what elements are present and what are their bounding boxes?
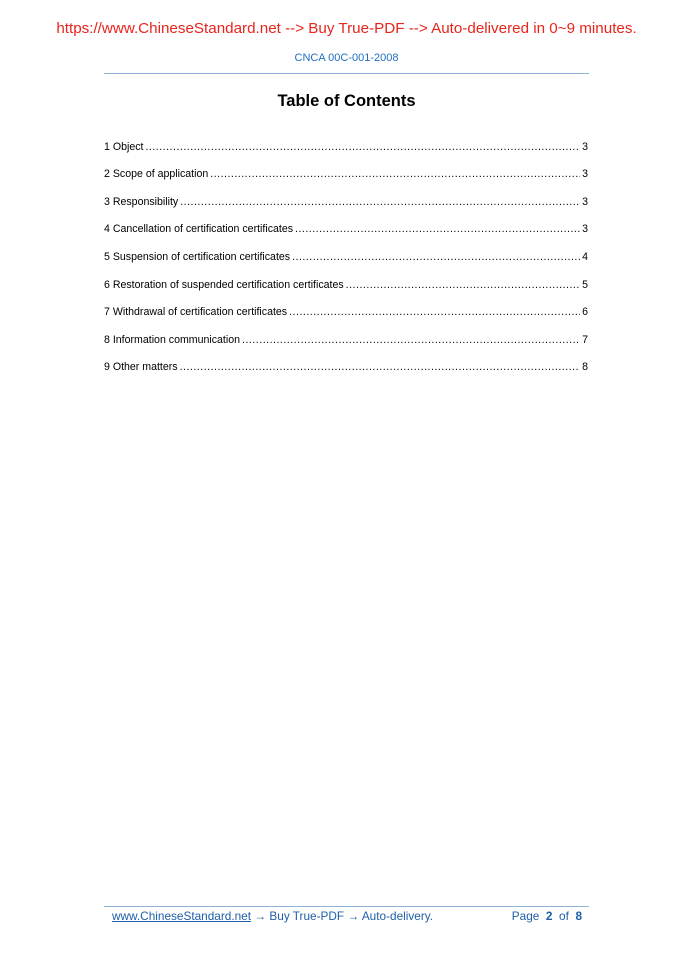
toc-dot-leader [295, 223, 580, 235]
toc-entry[interactable] [104, 346, 588, 374]
toc-dot-leader [210, 168, 580, 180]
top-banner[interactable]: https://www.ChineseStandard.net --> Buy True-PDF --> Auto-delivered in 0~9 minutes. [56, 20, 637, 37]
toc-list [104, 125, 588, 373]
toc-entry[interactable] [104, 263, 588, 291]
document-code: CNCA 00C-001-2008 [294, 52, 399, 64]
toc-entry-page: 8 [582, 361, 588, 374]
toc-entry[interactable] [104, 180, 588, 208]
toc-entry[interactable] [104, 208, 588, 236]
toc-entry-label: 3 Responsibility [104, 195, 179, 208]
toc-entry-label: 7 Withdrawal of certification certificates [104, 306, 288, 319]
page-total: 8 [575, 909, 582, 923]
toc-entry-label: 9 Other matters [104, 361, 178, 374]
page-footer [112, 909, 582, 925]
toc-entry[interactable] [104, 318, 588, 346]
toc-dot-leader [289, 306, 580, 318]
page-current: 2 [545, 909, 553, 923]
toc-entry-page: 3 [582, 223, 588, 236]
toc-entry-page: 4 [582, 250, 588, 263]
toc-entry-label: 2 Scope of application [104, 168, 209, 181]
page-of: of [559, 909, 569, 923]
footer-tagline: → Buy True-PDF → Auto-delivery. [251, 909, 434, 923]
toc-dot-leader [180, 196, 580, 208]
toc-entry-page: 3 [582, 195, 588, 208]
toc-entry-page: 3 [582, 168, 588, 181]
toc-entry-label: 8 Information communication [104, 333, 241, 346]
toc-title: Table of Contents [277, 92, 416, 110]
toc-dot-leader [242, 334, 580, 346]
toc-dot-leader [145, 141, 580, 153]
footer-divider [104, 906, 589, 907]
toc-entry-page: 6 [582, 306, 588, 319]
toc-entry-label: 1 Object [104, 140, 144, 153]
header-divider [104, 73, 589, 74]
toc-entry-page: 3 [582, 140, 588, 153]
footer-website-link[interactable]: www.ChineseStandard.net [112, 909, 252, 923]
toc-dot-leader [292, 251, 580, 263]
toc-entry-label: 6 Restoration of suspended certification certificates [104, 278, 344, 291]
toc-entry-page: 5 [582, 278, 588, 291]
toc-entry-label: 5 Suspension of certification certificates [104, 250, 291, 263]
toc-entry[interactable] [104, 235, 588, 263]
toc-entry[interactable] [104, 291, 588, 319]
toc-dot-leader [346, 279, 580, 291]
toc-entry-label: 4 Cancellation of certification certificates [104, 223, 294, 236]
toc-dot-leader [180, 361, 581, 373]
toc-entry[interactable] [104, 125, 588, 153]
toc-entry[interactable] [104, 153, 588, 181]
page-number [512, 909, 582, 923]
page-word: Page [511, 909, 540, 923]
toc-entry-page: 7 [582, 333, 588, 346]
